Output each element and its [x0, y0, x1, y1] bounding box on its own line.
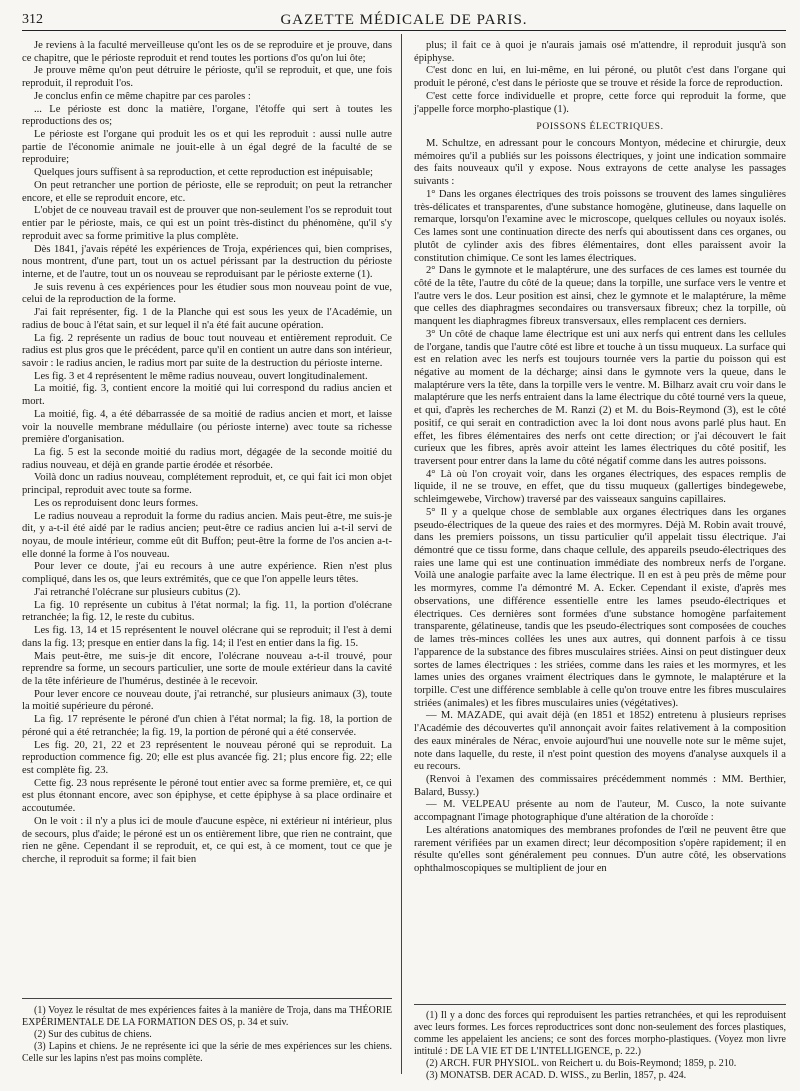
- footnote-rule-left: [22, 998, 392, 999]
- page-number: 312: [22, 12, 43, 27]
- paragraph: Les os reproduisent donc leurs formes.: [34, 497, 199, 509]
- paragraph: Cette fig. 23 nous représente le péroné tout entier avec sa forme première, et, ce qui est plus étonnant encore, avec son épiphyse, et cette épiphyse à sa place ordinaire et accoutumée.: [22, 777, 392, 815]
- paragraph: 5° Il y a quelque chose de semblable aux organes électriques dans les organes pseudo-électriques de la queue des raies et des mormyres. Déjà M. Robin avait trouvé, dans les premiers poissons, un tissu particulier qu'il appelait tissu électrique. J'ai démontré que ce tissu forme, dans chaque cellule, des appareils pseudo-électriques des raies une lame qui est une continuation immédiate des nombreux nerfs de l'organe. Voilà une analogie parfaite avec la lame électrique. Il en est à peu près de même pour les mormyres, comme l'a démontré M. A. Ecker. Cependant il existe, d'après mes observations, une différence essentielle entre les lames pseudo-électriques et électriques. Ces dernières sont formées d'une substance homogène parfaitement transparente, gélatineuse, tandis que les pseudo-électriques sont composées de couches de lames très-minces collées les unes aux autres, qui donnent parfois à ce tissu l'apparence de la substance des fibres musculaires striées. Ainsi on peut distinguer deux sortes de lames électriques : les striées, comme dans les raies et les mormyres, et les lames unies des organes vraiment électriques dans le gymnote, le malaptérure et la torpille. C'est une différence semblable à celle qu'on trouve entre les fibres musculaires striées (animales) et les fibres musculaires unies (végétatives).: [414, 506, 786, 709]
- paragraph: Je suis revenu à ces expériences pour les étudier sous mon nouveau point de vue, celui de la reproduction de la forme.: [22, 281, 392, 306]
- page-title: GAZETTE MÉDICALE DE PARIS.: [280, 12, 528, 28]
- section-title: POISSONS ÉLECTRIQUES.: [536, 121, 664, 133]
- paragraph: Voilà donc un radius nouveau, complétement reproduit, et, ce qui fait ici mon objet principal, reproduit avec toute sa forme.: [22, 472, 392, 497]
- paragraph: La fig. 2 représente un radius de bouc tout nouveau et entièrement reproduit. Ce radius est plus gros que le précédent, parce qu'il en contient un autre dans son intérieur, savoir : le radius ancien, le radius mort par suite de la destruction du périoste interne.: [22, 332, 392, 369]
- paragraph: Les fig. 3 et 4 représentent le même radius nouveau, ouvert longitudinalement.: [34, 370, 368, 382]
- paragraph: Le périoste est l'organe qui produit les os et qui les reproduit : aussi nulle autre partie de l'économie animale ne jouit-elle à un égal degré de la faculté de se reproduire;: [22, 129, 392, 166]
- paragraph: 3° Un côté de chaque lame électrique est uni aux nerfs qui entrent dans les cellules de l'organe, tandis que l'autre côté est libre et touche à un tissu muqueux. La surface qui est en relation avec les nerfs est toujours tournée vers la partie du poisson qui est négative au moment de la décharge; ainsi dans le gymnote vers la queue, dans le malaptérure vers la tête, dans la torpille vers le ventre. M. Bilharz avait cru voir dans le malaptérure que les nerfs entraient dans la lame électrique du côté tourné vers la queue, et qui, d'après les recherches de M. Ranzi (2) et M. du Bois-Reymond (3), est le côté positif, ce qui serait en contradiction avec la loi dont nous avons parlé plus haut. En effet, les fibres élémentaires des nerfs ont cette direction; or j'ai découvert le fait curieux que les fibres, après avoir atteint les lames électriques du côté positif, les traversent pour entrer dans la lame du côté négatif comme dans les autres poissons.: [414, 328, 786, 467]
- footnote: (3) MONATSB. DER ACAD. D. WISS., zu Berlin, 1857, p. 424.: [426, 1070, 687, 1081]
- paragraph: Le radius nouveau a reproduit la forme du radius ancien. Mais peut-être, me suis-je dit, y a-t-il été aidé par le radius ancien; peut-être ce radius ancien lui a-t-il servi de noyau, de moule intérieur, comme eût dit Buffon; peut-être la forme de l'os ancien a-t-elle donné la forme à l'os nouveau.: [22, 510, 392, 560]
- paragraph: La moitié, fig. 4, a été débarrassée de sa moitié de radius ancien et mort, et laisse voir la nouvelle membrane médullaire (ou périoste interne) avec toute sa richesse première d'organisation.: [22, 408, 392, 446]
- page-header: [22, 6, 786, 28]
- paragraph: — M. VELPEAU présente au nom de l'auteur, M. Cusco, la note suivante accompagnant l'image photographique d'une altération de la choroïde :: [414, 799, 786, 824]
- paragraph: Je conclus enfin ce même chapitre par ces paroles :: [34, 90, 251, 102]
- footnote: (1) Voyez le résultat de mes expériences faites à la manière de Troja, dans ma THÉORIE EXPÉRIMENTALE DE LA FORMATION DES OS, p. 34 et suiv.: [22, 1005, 392, 1028]
- paragraph: On peut retrancher une portion de périoste, elle se reproduit; on peut la retrancher encore, et elle se reproduit encore, etc.: [22, 179, 392, 204]
- paragraph: Je prouve même qu'on peut détruire le périoste, qu'il se reproduit, et que, une fois reproduit, il reproduit l'os.: [22, 65, 392, 90]
- paragraph: L'objet de ce nouveau travail est de prouver que non-seulement l'os se reproduit tout entier par le périoste, mais, ce qui est un point très-distinct du phénomène, qu'il s'y reproduit avec sa forme primitive la plus complète.: [22, 205, 392, 242]
- paragraph: La fig. 17 représente le péroné d'un chien à l'état normal; la fig. 18, la portion de péroné qui a été retranchée; la fig. 19, la portion de péroné qui a été conservée.: [22, 714, 392, 738]
- footnote-rule-right: [414, 1004, 786, 1005]
- paragraph: La fig. 10 représente un cubitus à l'état normal; la fig. 11, la portion d'olécrane retranchée; la fig. 12, le reste du cubitus.: [22, 599, 392, 624]
- paragraph: J'ai retranché l'olécrane sur plusieurs cubitus (2).: [34, 586, 241, 598]
- paragraph: C'est cette force individuelle et propre, cette force qui reproduit la forme, que j'appelle force morpho-plastique (1).: [414, 90, 786, 115]
- header-rule: [22, 30, 786, 31]
- paragraph: C'est donc en lui, en lui-même, en lui péroné, ou plutôt c'est dans l'organe qui produit le péroné, c'est dans le périoste que se trouve et réside la force de reproduction.: [414, 65, 786, 90]
- paragraph: Les altérations anatomiques des membranes profondes de l'œil ne peuvent être que rarement vérifiées par un examen direct; leur décomposition s'opère rapidement; il en résulte qu'elles sont généralement peu connues. D'un autre côté, les observations ophthalmoscopiques se multiplient de jour en: [414, 824, 786, 874]
- footnote: (3) Lapins et chiens. Je ne représente ici que la série de mes expériences sur les chiens. Celle sur les lapins n'est pas moins complète.: [22, 1041, 392, 1064]
- paragraph: 4° Là où l'on croyait voir, dans les organes électriques, des espaces remplis de liquide, il ne se trouve, en effet, que du tissu muqueux (gallertiges bindegewebe, schleimgewebe, Virchow) traversé par des vaisseaux sanguins capillaires.: [414, 468, 786, 506]
- right-column: [414, 40, 786, 876]
- footnote: (1) Il y a donc des forces qui reproduisent les parties retranchées, et qui les reproduisent avec leurs formes. Les forces reproductrices sont donc non-seulement des forces plastiques, comme les appelaient les anciens; ce sont des forces morpho-plastiques. (Voyez mon livre intitulé : DE LA VIE ET DE L'INTELLIGENCE, p. 22.): [414, 1010, 786, 1057]
- paragraph: Quelques jours suffisent à sa reproduction, et cette reproduction est inépuisable;: [34, 167, 373, 179]
- paragraph: Mais peut-être, me suis-je dit encore, l'olécrane nouveau a-t-il trouvé, pour reprendre sa forme, un secours particulier, une sorte de moule extérieur dans la cavité de la tête inférieure de l'humérus, destinée à le recevoir.: [22, 650, 392, 687]
- left-column: [22, 40, 392, 867]
- paragraph: — M. MAZADE, qui avait déjà (en 1851 et 1852) entretenu à plusieurs reprises l'Académie des découvertes qu'il annonçait avoir faites relativement à la composition des eaux minérales de Nérac, envoie aujourd'hui une nouvelle note sur le même sujet, note dans laquelle, du reste, il n'est point question des moyens d'analyse auxquels il a eu recours.: [414, 710, 786, 773]
- paragraph: plus; il fait ce à quoi je n'aurais jamais osé m'attendre, il reproduit jusqu'à son épiphyse.: [414, 40, 786, 64]
- paragraph: Je reviens à la faculté merveilleuse qu'ont les os de se reproduire et je prouve, dans ce chapitre, que le périoste reproduit et rend toutes les portions d'os qu'on lui ôte;: [22, 40, 392, 64]
- paragraph: (Renvoi à l'examen des commissaires précédemment nommés : MM. Berthier, Balard, Bussy.): [414, 773, 786, 798]
- paragraph: La moitié, fig. 3, contient encore la moitié qui lui correspond du radius ancien et mort.: [22, 383, 392, 408]
- paragraph: Pour lever encore ce nouveau doute, j'ai retranché, sur plusieurs animaux (3), toute la moitié supérieure du péroné.: [22, 688, 392, 713]
- paragraph: M. Schultze, en adressant pour le concours Montyon, médecine et chirurgie, deux mémoires qu'il a publiés sur les poissons électriques, y joint une indication sommaire des faits nouveaux qu'il y expose. Nous extrayons de cette analyse les passages suivants :: [414, 138, 786, 188]
- paragraph: La fig. 5 est la seconde moitié du radius mort, dégagée de la seconde moitié du radius nouveau, et déjà en grande partie érodée et résorbée.: [22, 447, 392, 471]
- paragraph: ... Le périoste est donc la matière, l'organe, l'étoffe qui sert à toutes les reproductions des os;: [22, 103, 392, 128]
- paragraph: J'ai fait représenter, fig. 1 de la Planche qui est sous les yeux de l'Académie, un radius de bouc à l'état sain, et sur lequel il n'a été fait aucune opération.: [22, 307, 392, 331]
- footnotes-right: [414, 1010, 786, 1082]
- paragraph: 1° Dans les organes électriques des trois poissons se trouvent des lames singulières très-délicates et transparentes, d'une substance homogène, glutineuse, dans laquelle on remarque, lorsqu'on l'examine avec le microscope, quelques cellules ou noyaux isolés. Ces lames sont une continuation directe des nerfs qui aboutissent dans ces organes, ou plutôt de cylinder axis des fibres élémentaires, dont elles paraissent avoir la constitution chimique. Ce sont les lames électriques.: [414, 188, 786, 264]
- paragraph: On le voit : il n'y a plus ici de moule d'aucune espèce, ni extérieur ni intérieur, plus de secours, plus d'aide; le péroné est un os entièrement libre, que rien ne contraint, que rien ne gêne. Cependant il se reproduit, et, ce qui est, à ce moment, tout ce que je cherche, il reproduit sa forme; il fait bien: [22, 815, 392, 865]
- column-divider: [401, 34, 402, 1074]
- footnote: (2) ARCH. FUR PHYSIOL. von Reichert u. du Bois-Reymond; 1859, p. 210.: [426, 1058, 737, 1069]
- paragraph: Pour lever ce doute, j'ai eu recours à une autre expérience. Rien n'est plus compliqué, dans les os, que leurs extrémités, que ce que l'on appelle leurs têtes.: [22, 561, 392, 586]
- footnote: (2) Sur des cubitus de chiens.: [34, 1029, 152, 1040]
- paragraph: Les fig. 20, 21, 22 et 23 représentent le nouveau péroné qui se reproduit. La reproduction commence fig. 20; elle est plus avancée fig. 21; plus encore fig. 22; elle est complète fig. 23.: [22, 739, 392, 776]
- paragraph: Les fig. 13, 14 et 15 représentent le nouvel olécrane qui se reproduit; il l'est à demi dans la fig. 13; presque en entier dans la fig. 14; il l'est en entier dans la fig. 15.: [22, 625, 392, 649]
- paragraph: 2° Dans le gymnote et le malaptérure, une des surfaces de ces lames est tournée du côté de la tête, l'autre du côté de la queue; dans la torpille, une surface vers le ventre et l'autre vers le dos. Leur position est ainsi, chez le gymnote et le malaptérure, la même que celles des diaphragmes secondaires ou transversaux fibreux; chez la torpille, où manquent les diaphragmes fibreux transversaux, elles remplacent ces derniers.: [414, 265, 786, 328]
- paragraph: Dès 1841, j'avais répété les expériences de Troja, expériences qui, bien comprises, nous montrent, d'une part, tout un os actuel périssant par la destruction du périoste interne, et de l'autre, tout un os nouveau se reproduisant par le périoste externe (1).: [22, 243, 392, 280]
- footnotes-left: [22, 1005, 392, 1065]
